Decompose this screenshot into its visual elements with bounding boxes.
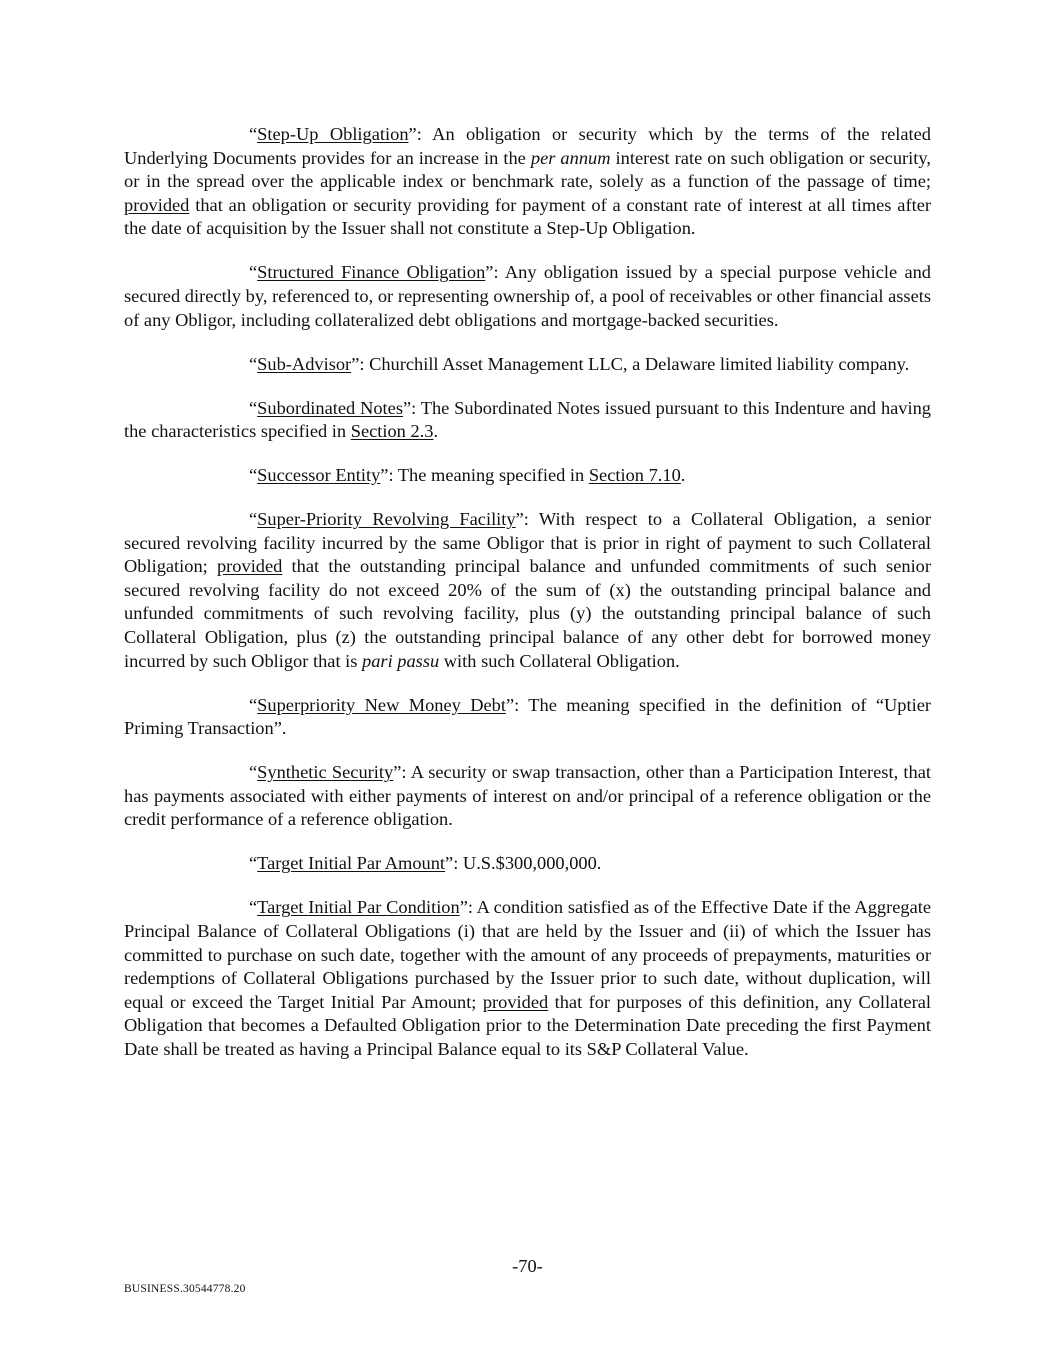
underlined-reference: Section 2.3 xyxy=(350,421,434,442)
underlined-reference: provided xyxy=(124,194,190,215)
definition-paragraph: “Subordinated Notes”: The Subordinated Notes issued pursuant to this Indenture and having the characteristics specified in Section 2.3. xyxy=(124,397,932,442)
definition-text: . xyxy=(680,465,686,486)
defined-term: Successor Entity xyxy=(257,465,381,486)
definition-paragraph: “Superpriority New Money Debt”: The meaning specified in the definition of “Uptier Priming Transaction”. xyxy=(124,694,931,739)
defined-term: Superpriority New Money Debt xyxy=(257,694,506,715)
definition-text: : An obligation or security which by the terms of the related Underlying Documents provides for an increase in the xyxy=(124,124,931,168)
definition-paragraph: “Successor Entity”: The meaning specified in Section 7.10. xyxy=(249,465,686,486)
italic-term: per annum xyxy=(530,147,611,168)
definition-text: : Any obligation issued by a special purpose vehicle and secured directly by, referenced to, or representing ownership of, a pool of receivables or other financial assets of any Obligor, including collateralized debt obligations and mortgage-backed securities. xyxy=(124,262,932,330)
italic-term: pari passu xyxy=(362,650,440,671)
underlined-reference: Section 7.10 xyxy=(588,465,681,486)
defined-term: Synthetic Security xyxy=(257,762,394,783)
document-id: BUSINESS.30544778.20 xyxy=(124,1283,246,1295)
definition-paragraph: “Super-Priority Revolving Facility”: With respect to a Collateral Obligation, a senior secured revolving facility incurred by the same Obligor that is prior in right of payment to such Collateral Obligation; provided that the outstanding principal balance and unfunded commitments of such senior secured revolving facility do not exceed 20% of the sum of (x) the outstanding principal balance and unfunded commitments of such revolving facility, plus (y) the outstanding principal balance of such Collateral Obligation, plus (z) the outstanding principal balance of any other debt for borrowed money incurred by such Obligor that is pari passu with such Collateral Obligation. xyxy=(124,509,932,671)
document-body xyxy=(124,123,931,1082)
defined-term: Target Initial Par Condition xyxy=(257,897,460,918)
definition-text: with such Collateral Obligation. xyxy=(439,650,680,671)
definition-text: : U.S.$300,000,000. xyxy=(453,853,602,874)
definition-text: : A condition satisfied as of the Effective Date if the Aggregate Principal Balance of Collateral Obligations (i) that are held by the Issuer and (ii) of which the Issuer has committed to purchase on such date, together with the amount of any proceeds of prepayments, maturities or redemptions of Collateral Obligations purchased by the Issuer prior to such date, without duplication, will equal or exceed the Target Initial Par Amount; xyxy=(124,897,932,1012)
defined-term: Subordinated Notes xyxy=(257,397,403,418)
definition-paragraph: “Structured Finance Obligation”: Any obligation issued by a special purpose vehicle and secured directly by, referenced to, or representing ownership of, a pool of receivables or other financial assets of any Obligor, including collateralized debt obligations and mortgage-backed securities. xyxy=(124,262,932,330)
defined-term: Step-Up Obligation xyxy=(257,124,409,144)
definition-text: : A security or swap transaction, other than a Participation Interest, that has payments associated with either payments of interest on and/or principal of a reference obligation or the credit performance of a reference obligation. xyxy=(124,762,932,830)
definition-text: that an obligation or security providing for payment of a constant rate of interest at all times after the date of acquisition by the Issuer shall not constitute a Step-Up Obligation. xyxy=(124,194,931,239)
defined-term: Sub-Advisor xyxy=(257,353,352,374)
definition-text: . xyxy=(433,421,439,442)
definition-paragraph: “Step-Up Obligation”: An obligation or security which by the terms of the related Underlying Documents provides for an increase in the per annum interest rate on such obligation or security, or in the spread over the applicable index or benchmark rate, solely as a function of the passage of time; provided that an obligation or security providing for payment of a constant rate of interest at all times after the date of acquisition by the Issuer shall not constitute a Step-Up Obligation. xyxy=(124,124,931,239)
underlined-reference: provided xyxy=(482,991,549,1012)
definition-paragraph: “Sub-Advisor”: Churchill Asset Management LLC, a Delaware limited liability company. xyxy=(249,353,910,374)
underlined-reference: provided xyxy=(216,556,283,577)
defined-term: Super-Priority Revolving Facility xyxy=(257,509,516,530)
definition-paragraph: “Synthetic Security”: A security or swap transaction, other than a Participation Interest, that has payments associated with either payments of interest on and/or principal of a reference obligation or the credit performance of a reference obligation. xyxy=(124,762,932,830)
definition-text: : The meaning specified in xyxy=(388,465,589,486)
definition-text: interest rate on such obligation or security, or in the spread over the applicable index or benchmark rate, solely as a function of the passage of time; xyxy=(124,147,931,192)
definition-paragraph: “Target Initial Par Amount”: U.S.$300,000,000. xyxy=(249,853,602,874)
definition-paragraph: “Target Initial Par Condition”: A condition satisfied as of the Effective Date if the Aggregate Principal Balance of Collateral Obligations (i) that are held by the Issuer and (ii) of which the Issuer has committed to purchase on such date, together with the amount of any proceeds of prepayments, maturities or redemptions of Collateral Obligations purchased by the Issuer prior to such date, without duplication, will equal or exceed the Target Initial Par Amount; provided that for purposes of this definition, any Collateral Obligation that becomes a Defaulted Obligation prior to the Determination Date preceding the first Payment Date shall be treated as having a Principal Balance equal to its S&P Collateral Value. xyxy=(124,897,932,1059)
definition-text: that the outstanding principal balance and unfunded commitments of such senior secured revolving facility do not exceed 20% of the sum of (x) the outstanding principal balance and unfunded commitments of such revolving facility, plus (y) the outstanding principal balance of such Collateral Obligation, plus (z) the outstanding principal balance of any other debt for borrowed money incurred by such Obligor that is xyxy=(124,556,932,671)
definition-text: : The Subordinated Notes issued pursuant to this Indenture and having the characteristics specified in xyxy=(124,397,932,442)
definition-text: : Churchill Asset Management LLC, a Delaware limited liability company. xyxy=(359,353,910,374)
definition-text: that for purposes of this definition, any Collateral Obligation that becomes a Defaulted Obligation prior to the Determination Date preceding the first Payment Date shall be treated as having a Principal Balance equal to its S&P Collateral Value. xyxy=(124,991,931,1059)
definition-text: : The meaning specified in the definition of “Uptier Priming Transaction”. xyxy=(124,694,931,739)
page-number: -70- xyxy=(512,1256,543,1276)
defined-term: Structured Finance Obligation xyxy=(257,262,486,283)
definition-text: : With respect to a Collateral Obligation, a senior secured revolving facility incurred by the same Obligor that is prior in right of payment to such Collateral Obligation; xyxy=(124,509,931,577)
defined-term: Target Initial Par Amount xyxy=(257,853,446,874)
